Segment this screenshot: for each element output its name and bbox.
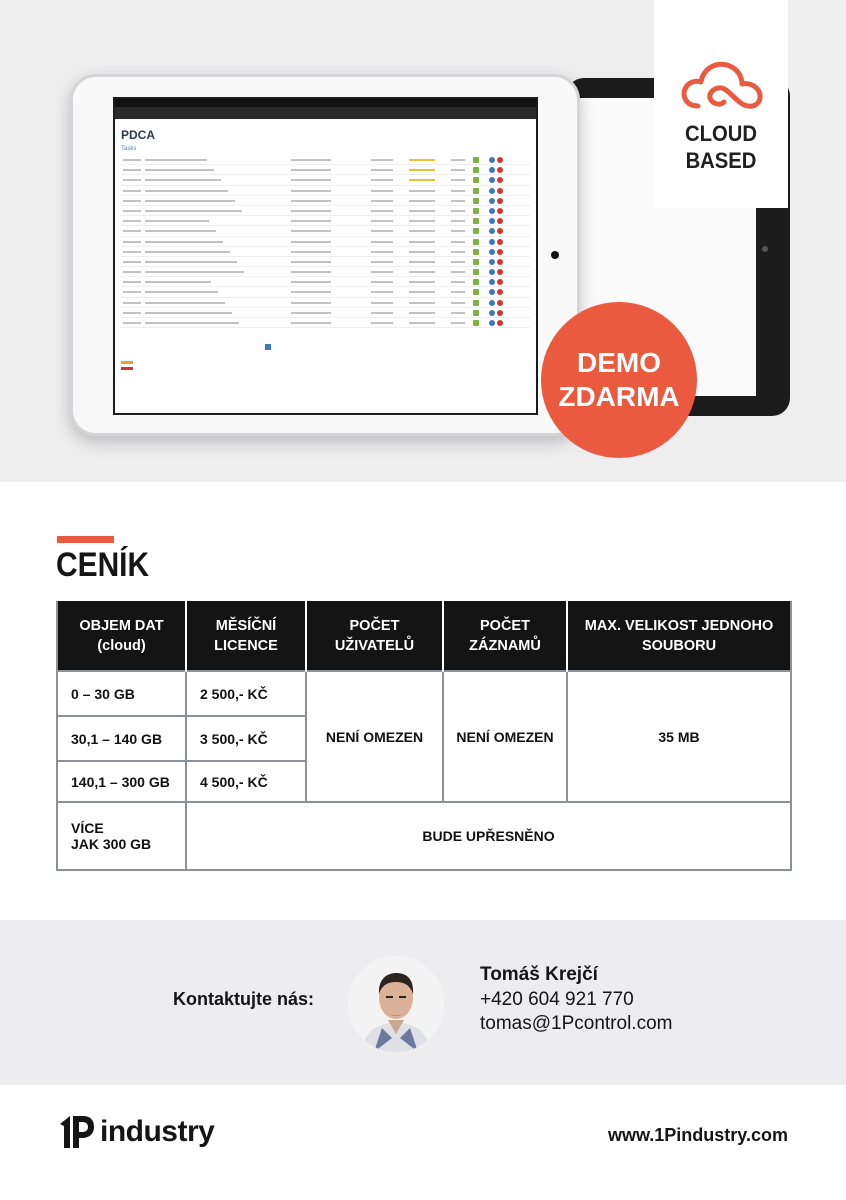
volume-cell: 30,1 – 140 GB: [57, 716, 186, 761]
status-icon: [473, 218, 479, 224]
header-text: POČET: [349, 617, 400, 634]
header-user-count: [306, 601, 443, 671]
status-icon: [473, 320, 479, 326]
legend-swatch: [121, 367, 133, 370]
edit-icon: [489, 279, 495, 285]
accent-bar: [57, 536, 114, 543]
edit-icon: [489, 289, 495, 295]
demo-line: DEMO: [577, 347, 661, 378]
home-button-icon: [551, 251, 559, 259]
task-table: [115, 155, 536, 328]
status-icon: [473, 239, 479, 245]
price-cell: 3 500,- KČ: [186, 716, 306, 761]
delete-icon: [497, 269, 503, 275]
task-row: [121, 308, 530, 318]
legend-swatch: [121, 361, 133, 364]
contact-email[interactable]: tomas@1Pcontrol.com: [480, 1013, 673, 1034]
pagination: [265, 344, 271, 350]
header-text: (cloud): [97, 637, 146, 654]
delete-icon: [497, 167, 503, 173]
badge-line: CLOUD: [685, 121, 757, 146]
status-bar: [115, 99, 536, 107]
website-link[interactable]: www.1Pindustry.com: [607, 1125, 788, 1145]
edit-icon: [489, 218, 495, 224]
price-cell: 2 500,- KČ: [186, 671, 306, 716]
header-text: ZÁZNAMŮ: [469, 637, 541, 654]
task-row: [121, 175, 530, 185]
table-row: [57, 671, 791, 716]
header-text: SOUBORU: [641, 637, 717, 654]
table-header-row: [57, 601, 791, 671]
delete-icon: [497, 218, 503, 224]
status-icon: [473, 177, 479, 183]
contact-phone[interactable]: +420 604 921 770: [480, 989, 634, 1010]
status-icon: [473, 259, 479, 265]
edit-icon: [489, 167, 495, 173]
header-text: MĚSÍČNÍ: [215, 617, 277, 634]
edit-icon: [489, 208, 495, 214]
records-cell: NENÍ OMEZEN: [443, 671, 567, 802]
tablet-device: [70, 74, 580, 436]
demo-badge[interactable]: [541, 302, 697, 458]
header-record-count: [443, 601, 567, 671]
pricing-table: [56, 601, 792, 871]
edit-icon: [489, 157, 495, 163]
task-row: [121, 206, 530, 216]
status-icon: [473, 249, 479, 255]
screen-subtitle: Tasks: [121, 146, 137, 152]
delete-icon: [497, 239, 503, 245]
header-monthly-license: [186, 601, 306, 671]
status-icon: [473, 310, 479, 316]
max-file-cell: 35 MB: [567, 671, 791, 802]
volume-cell: 0 – 30 GB: [57, 671, 186, 716]
more-volume-cell: [57, 802, 186, 870]
task-row: [121, 247, 530, 257]
task-row: [121, 298, 530, 308]
edit-icon: [489, 239, 495, 245]
table-row: [57, 802, 791, 870]
avatar: [348, 956, 444, 1052]
edit-icon: [489, 269, 495, 275]
delete-icon: [497, 177, 503, 183]
header-text: LICENCE: [214, 637, 278, 654]
status-icon: [473, 300, 479, 306]
delete-icon: [497, 249, 503, 255]
delete-icon: [497, 259, 503, 265]
task-row: [121, 155, 530, 165]
camera-icon: [762, 246, 768, 252]
contact-label: Kontaktujte nás:: [173, 989, 315, 1009]
task-row: [121, 318, 530, 328]
status-icon: [473, 279, 479, 285]
brand-logo-mark: [56, 1112, 96, 1152]
delete-icon: [497, 289, 503, 295]
status-icon: [473, 157, 479, 163]
edit-icon: [489, 198, 495, 204]
status-icon: [473, 269, 479, 275]
contact-name: Tomáš Krejčí: [480, 964, 598, 985]
edit-icon: [489, 188, 495, 194]
edit-icon: [489, 300, 495, 306]
task-row: [121, 165, 530, 175]
task-row: [121, 186, 530, 196]
delete-icon: [497, 320, 503, 326]
delete-icon: [497, 188, 503, 194]
header-max-file-size: [567, 601, 791, 671]
header-data-volume: [57, 601, 186, 671]
task-row: [121, 257, 530, 267]
brand-logo-text: industry: [100, 1115, 215, 1148]
app-navbar: [115, 107, 536, 119]
users-cell: NENÍ OMEZEN: [306, 671, 443, 802]
delete-icon: [497, 198, 503, 204]
brand-logo[interactable]: [56, 1112, 214, 1152]
task-row: [121, 237, 530, 247]
task-row: [121, 216, 530, 226]
section-title: CENÍK: [56, 546, 150, 584]
edit-icon: [489, 228, 495, 234]
volume-cell: 140,1 – 300 GB: [57, 761, 186, 802]
header-text: POČET: [480, 617, 530, 634]
more-text: VÍCE: [71, 820, 104, 836]
task-row: [121, 267, 530, 277]
cloud-icon: [680, 58, 764, 112]
avatar-photo: [348, 956, 444, 1052]
status-icon: [473, 188, 479, 194]
edit-icon: [489, 320, 495, 326]
task-row: [121, 196, 530, 206]
app-screenshot: [113, 97, 538, 415]
header-text: UŽIVATELŮ: [334, 637, 415, 654]
badge-line: BASED: [685, 148, 757, 173]
cloud-badge-text: [659, 120, 782, 174]
header-text: OBJEM DAT: [79, 617, 164, 634]
status-icon: [473, 228, 479, 234]
status-icon: [473, 289, 479, 295]
demo-line: ZDARMA: [558, 381, 680, 412]
status-icon: [473, 208, 479, 214]
screen-title: PDCA: [121, 128, 156, 142]
header-text: MAX. VELIKOST JEDNOHO: [584, 617, 774, 634]
more-value-cell: BUDE UPŘESNĚNO: [186, 802, 791, 870]
status-icon: [473, 198, 479, 204]
edit-icon: [489, 249, 495, 255]
edit-icon: [489, 259, 495, 265]
status-icon: [473, 167, 479, 173]
task-row: [121, 226, 530, 236]
delete-icon: [497, 157, 503, 163]
edit-icon: [489, 310, 495, 316]
hero-banner: [0, 0, 846, 482]
delete-icon: [497, 228, 503, 234]
task-row: [121, 277, 530, 287]
delete-icon: [497, 300, 503, 306]
task-row: [121, 287, 530, 297]
delete-icon: [497, 208, 503, 214]
edit-icon: [489, 177, 495, 183]
delete-icon: [497, 310, 503, 316]
more-text: JAK 300 GB: [71, 836, 152, 852]
delete-icon: [497, 279, 503, 285]
price-cell: 4 500,- KČ: [186, 761, 306, 802]
